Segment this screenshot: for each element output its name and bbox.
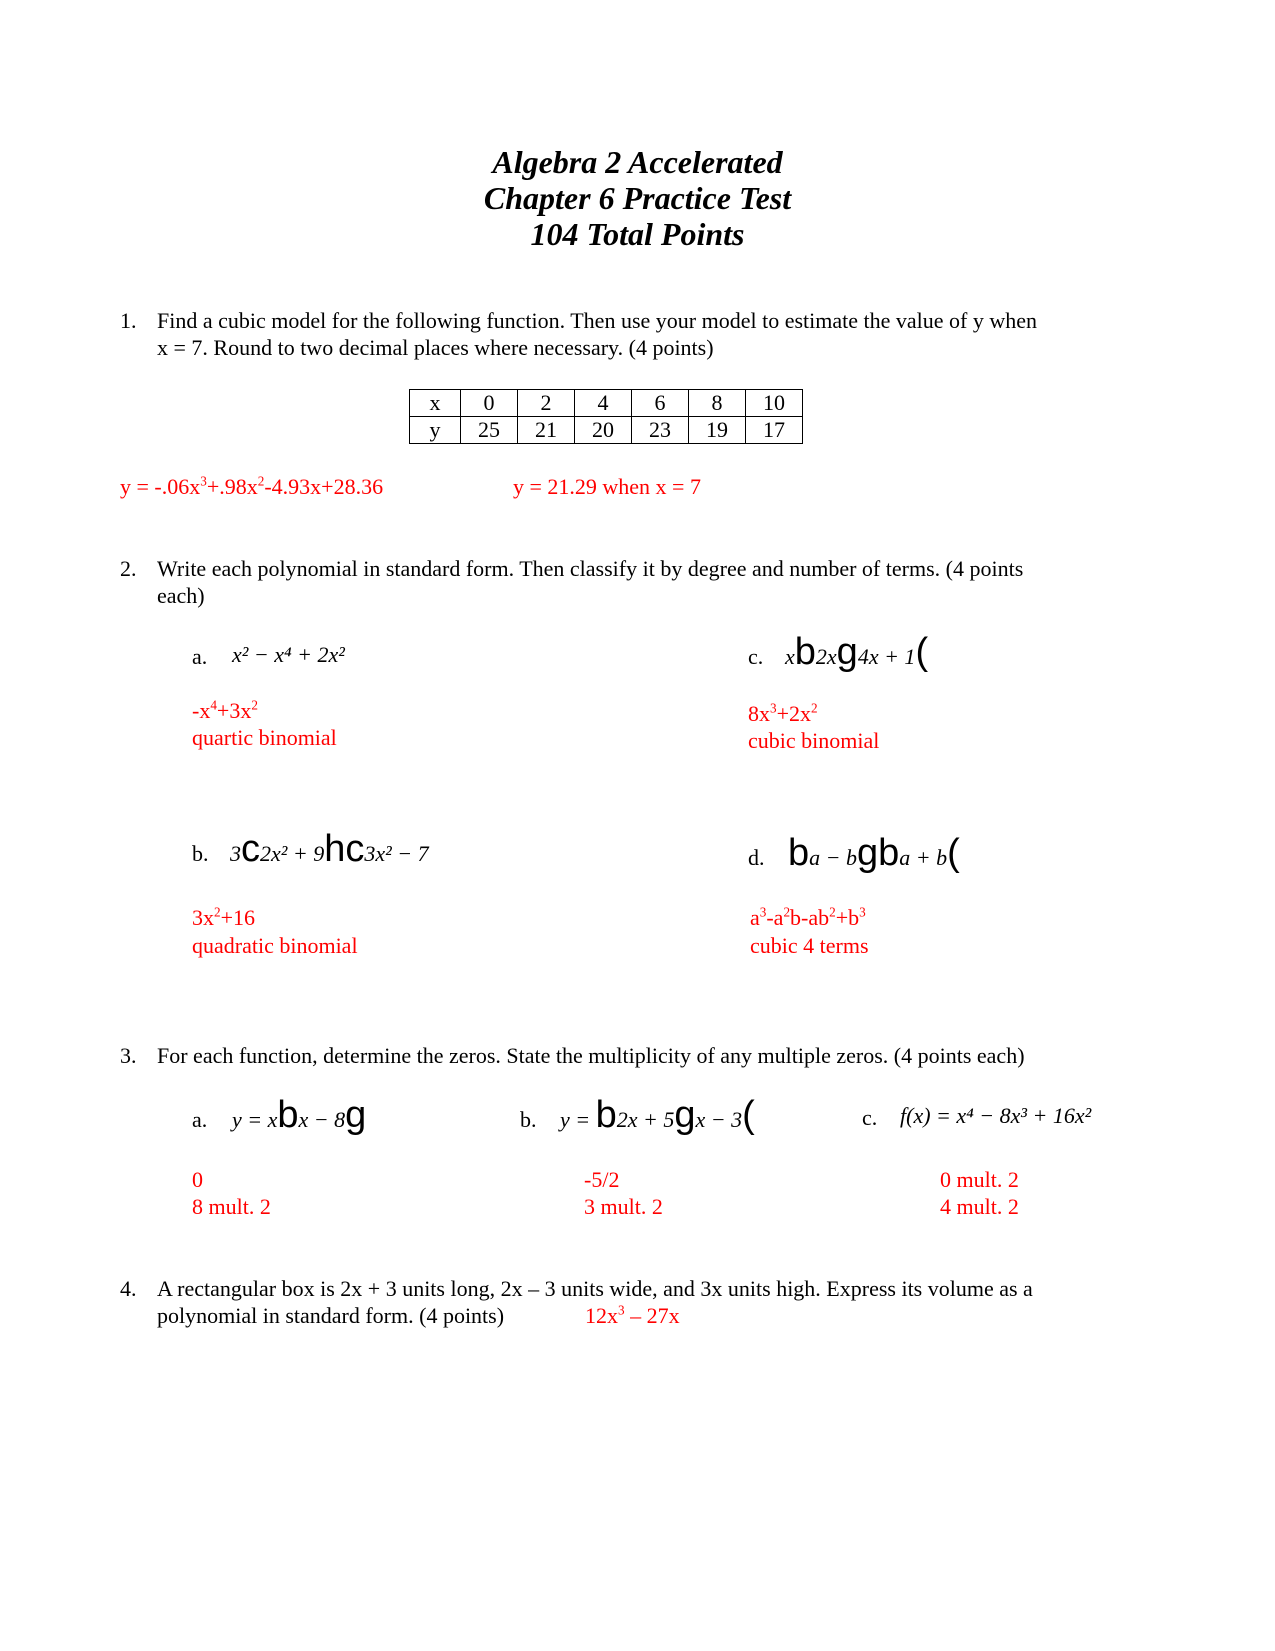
answer-part: – 27x xyxy=(624,1303,680,1328)
answer-sup: 2 xyxy=(783,904,791,920)
answer-sup: 3 xyxy=(618,1302,625,1318)
table-cell: 4 xyxy=(575,390,632,417)
table-cell: 21 xyxy=(518,417,575,444)
q2a-classification: quartic binomial xyxy=(192,725,337,750)
table-row-x xyxy=(410,390,803,417)
problem-part: x xyxy=(785,644,795,669)
paren-glyph: g xyxy=(674,1094,696,1136)
table-cell: 19 xyxy=(689,417,746,444)
paren-glyph: b xyxy=(595,1094,617,1136)
q3a-zero-2: 8 mult. 2 xyxy=(192,1194,271,1219)
q3a-label: a. xyxy=(192,1107,208,1132)
table-cell: 20 xyxy=(575,417,632,444)
answer-part: +3x xyxy=(216,698,252,723)
q1-text-line-2: x = 7. Round to two decimal places where necessary. (4 points) xyxy=(157,335,714,360)
title-line-1: Algebra 2 Accelerated xyxy=(492,144,783,180)
q3-text: For each function, determine the zeros. State the multiplicity of any multiple zeros. (4 points each) xyxy=(157,1043,1025,1068)
problem-part: 2x² + 9 xyxy=(260,841,325,866)
paren-glyph: ( xyxy=(742,1094,755,1136)
q3c-label: c. xyxy=(862,1105,878,1130)
q4-text-line-2: polynomial in standard form. (4 points) xyxy=(157,1303,505,1328)
paren-glyph: h xyxy=(324,828,346,870)
table-cell: 2 xyxy=(518,390,575,417)
paren-glyph: c xyxy=(241,828,260,870)
table-cell: 23 xyxy=(632,417,689,444)
q3b-zero-1: -5/2 xyxy=(584,1167,620,1192)
answer-part: -4.93x+28.36 xyxy=(264,474,384,499)
q2a-answer xyxy=(192,697,258,725)
answer-sup: 2 xyxy=(811,700,818,716)
q3b-label: b. xyxy=(520,1107,537,1132)
q2-number: 2. xyxy=(120,556,137,581)
table-row-y xyxy=(410,417,803,444)
paren-glyph: ( xyxy=(947,832,960,874)
answer-part: 12x xyxy=(585,1303,618,1328)
q3a-problem xyxy=(232,1096,366,1134)
paren-glyph: ( xyxy=(915,631,929,673)
q1-number: 1. xyxy=(120,308,137,333)
problem-part: a + b xyxy=(899,845,948,870)
q2d-label: d. xyxy=(748,845,765,870)
answer-part: +b xyxy=(835,905,860,930)
q2d-answer xyxy=(750,904,866,932)
paren-glyph: g xyxy=(345,1094,367,1136)
problem-part: 2x xyxy=(815,644,837,669)
q3c-zero-2: 4 mult. 2 xyxy=(940,1194,1019,1219)
table-cell: 0 xyxy=(461,390,518,417)
answer-sup: 2 xyxy=(214,904,221,920)
q2d-classification: cubic 4 terms xyxy=(750,933,869,958)
q2c-answer xyxy=(748,700,818,728)
q2c-label: c. xyxy=(748,644,764,669)
q3-number: 3. xyxy=(120,1043,137,1068)
problem-part: 4x + 1 xyxy=(857,644,916,669)
answer-sup: 2 xyxy=(257,473,265,489)
answer-sup: 3 xyxy=(770,700,777,716)
problem-part: 3x² − 7 xyxy=(364,841,429,866)
paren-glyph: b xyxy=(788,832,810,874)
table-cell: 25 xyxy=(461,417,518,444)
q2-text-line-2: each) xyxy=(157,583,205,608)
answer-part: y = -.06x xyxy=(120,474,201,499)
paren-glyph: g xyxy=(857,832,879,874)
q1-text-line-1: Find a cubic model for the following function. Then use your model to estimate the value of y when xyxy=(157,308,1037,333)
problem-part: 2x + 5 xyxy=(616,1107,675,1132)
table-cell: 8 xyxy=(689,390,746,417)
problem-part: x − 8 xyxy=(298,1107,346,1132)
problem-part: 3 xyxy=(230,841,241,866)
q4-text-line-1: A rectangular box is 2x + 3 units long, 2x – 3 units wide, and 3x units high. Express its volume as a xyxy=(157,1276,1033,1301)
problem-part: y = xyxy=(560,1107,596,1132)
answer-sup: 3 xyxy=(759,904,767,920)
q4-number: 4. xyxy=(120,1276,137,1301)
table-cell: 6 xyxy=(632,390,689,417)
q2d-problem xyxy=(788,834,960,872)
q2c-problem xyxy=(785,633,928,671)
problem-part: y = x xyxy=(232,1107,278,1132)
q1-answer-value: y = 21.29 when x = 7 xyxy=(513,474,701,499)
q2b-label: b. xyxy=(192,841,209,866)
q2a-label: a. xyxy=(192,644,208,669)
paren-glyph: b xyxy=(277,1094,299,1136)
problem-part: a − b xyxy=(809,845,857,870)
answer-part: +16 xyxy=(220,905,256,930)
q3b-zero-2: 3 mult. 2 xyxy=(584,1194,663,1219)
q3a-zero-1: 0 xyxy=(192,1167,203,1192)
q2b-problem xyxy=(230,830,429,868)
q2-text-line-1: Write each polynomial in standard form. Then classify it by degree and number of terms. (4 points xyxy=(157,556,1024,581)
table-cell: 17 xyxy=(746,417,803,444)
answer-part: 3x xyxy=(192,905,214,930)
q1-data-table xyxy=(409,389,803,444)
paren-glyph: b xyxy=(878,832,900,874)
q2b-answer xyxy=(192,904,255,932)
q2c-classification: cubic binomial xyxy=(748,728,880,753)
answer-sup: 2 xyxy=(251,697,258,713)
paren-glyph: c xyxy=(345,828,365,870)
title-line-3: 104 Total Points xyxy=(530,216,745,252)
q3b-problem xyxy=(560,1096,755,1134)
q2a-problem: x² − x⁴ + 2x² xyxy=(232,642,345,667)
answer-sup: 3 xyxy=(200,473,207,489)
paren-glyph: b xyxy=(794,631,816,673)
table-cell: y xyxy=(410,417,461,444)
answer-sup: 4 xyxy=(210,697,217,713)
q2b-classification: quadratic binomial xyxy=(192,933,358,958)
answer-part: +.98x xyxy=(206,474,258,499)
answer-part: a xyxy=(750,905,760,930)
answer-part: b-ab xyxy=(790,905,830,930)
title-line-2: Chapter 6 Practice Test xyxy=(483,180,792,216)
paren-glyph: g xyxy=(836,631,858,673)
answer-part: -x xyxy=(192,698,211,723)
q3c-problem: f(x) = x⁴ − 8x³ + 16x² xyxy=(900,1103,1092,1128)
q3c-zero-1: 0 mult. 2 xyxy=(940,1167,1019,1192)
table-cell: 10 xyxy=(746,390,803,417)
q4-answer xyxy=(585,1302,680,1330)
answer-part: -a xyxy=(766,905,784,930)
answer-part: 8x xyxy=(748,701,770,726)
answer-sup: 3 xyxy=(859,904,866,920)
problem-part: x − 3 xyxy=(695,1107,743,1132)
answer-part: +2x xyxy=(776,701,812,726)
table-cell: x xyxy=(410,390,461,417)
q1-answer-model xyxy=(120,473,383,501)
answer-sup: 2 xyxy=(829,904,836,920)
